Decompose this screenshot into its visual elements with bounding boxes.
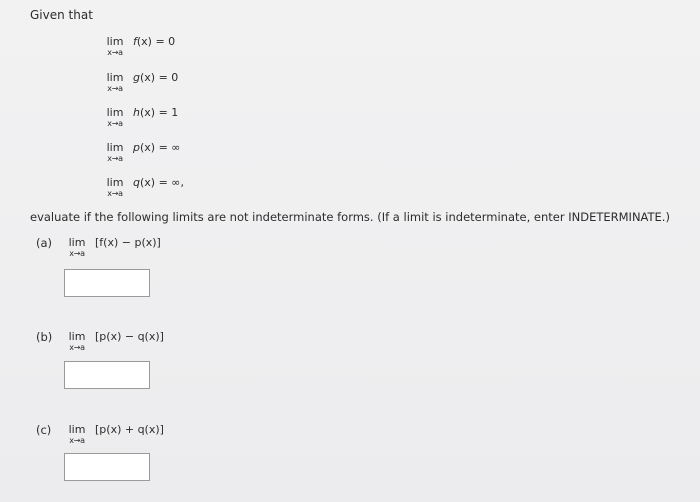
answer-input-b[interactable] (65, 362, 149, 388)
lim-word: lim (106, 71, 124, 84)
given-limit-q (100, 177, 184, 207)
lim-operator (62, 424, 92, 445)
part-label: (a) (36, 236, 53, 250)
function-name: h (133, 106, 140, 119)
given-limit-h (100, 107, 178, 137)
answer-input-a[interactable] (65, 270, 149, 296)
lim-word: lim (106, 141, 124, 154)
lim-subscript: x→a (69, 249, 85, 258)
limit-value: (x) = 0 (139, 71, 179, 84)
lim-operator (62, 237, 92, 258)
lim-word: lim (106, 35, 124, 48)
part-b (36, 331, 164, 352)
limit-expression: [p(x) − q(x)] (95, 330, 164, 343)
limit-expression (133, 177, 184, 189)
limit-expression: [p(x) + q(x)] (95, 423, 164, 436)
limit-expression (133, 36, 175, 48)
limit-expression (133, 142, 180, 154)
limit-value: (x) = ∞ (139, 141, 181, 154)
given-limit-g (100, 72, 178, 102)
answer-box-c[interactable] (64, 453, 150, 481)
given-limit-p (100, 142, 180, 172)
function-name: g (133, 71, 140, 84)
limit-expression (133, 107, 178, 119)
lim-word: lim (68, 423, 86, 436)
lim-operator (100, 177, 130, 198)
limit-value: (x) = ∞, (139, 176, 184, 189)
limit-expression (133, 72, 178, 84)
limit-expression: [f(x) − p(x)] (95, 236, 161, 249)
instructions-text: evaluate if the following limits are not indeterminate forms. (If a limit is indeterminate, enter INDETERMINATE.) (30, 210, 670, 224)
lim-word: lim (106, 106, 124, 119)
part-c (36, 424, 164, 445)
lim-subscript: x→a (107, 154, 123, 163)
lim-operator (100, 72, 130, 93)
part-a (36, 237, 161, 258)
lim-subscript: x→a (69, 343, 85, 352)
part-label: (c) (36, 423, 52, 437)
lim-word: lim (68, 330, 86, 343)
function-name: q (133, 176, 140, 189)
lim-operator (100, 142, 130, 163)
intro-text: Given that (30, 8, 93, 22)
answer-box-b[interactable] (64, 361, 150, 389)
lim-subscript: x→a (107, 119, 123, 128)
lim-operator (100, 36, 130, 57)
part-label: (b) (36, 330, 53, 344)
limit-value: (x) = 1 (139, 106, 179, 119)
lim-operator (62, 331, 92, 352)
answer-box-a[interactable] (64, 269, 150, 297)
lim-subscript: x→a (107, 48, 123, 57)
lim-word: lim (68, 236, 86, 249)
function-name: f (133, 35, 137, 48)
function-name: p (133, 141, 140, 154)
lim-subscript: x→a (107, 84, 123, 93)
lim-word: lim (106, 176, 124, 189)
lim-operator (100, 107, 130, 128)
limit-value: (x) = 0 (136, 35, 176, 48)
lim-subscript: x→a (69, 436, 85, 445)
lim-subscript: x→a (107, 189, 123, 198)
answer-input-c[interactable] (65, 454, 149, 480)
given-limit-f (100, 36, 175, 66)
